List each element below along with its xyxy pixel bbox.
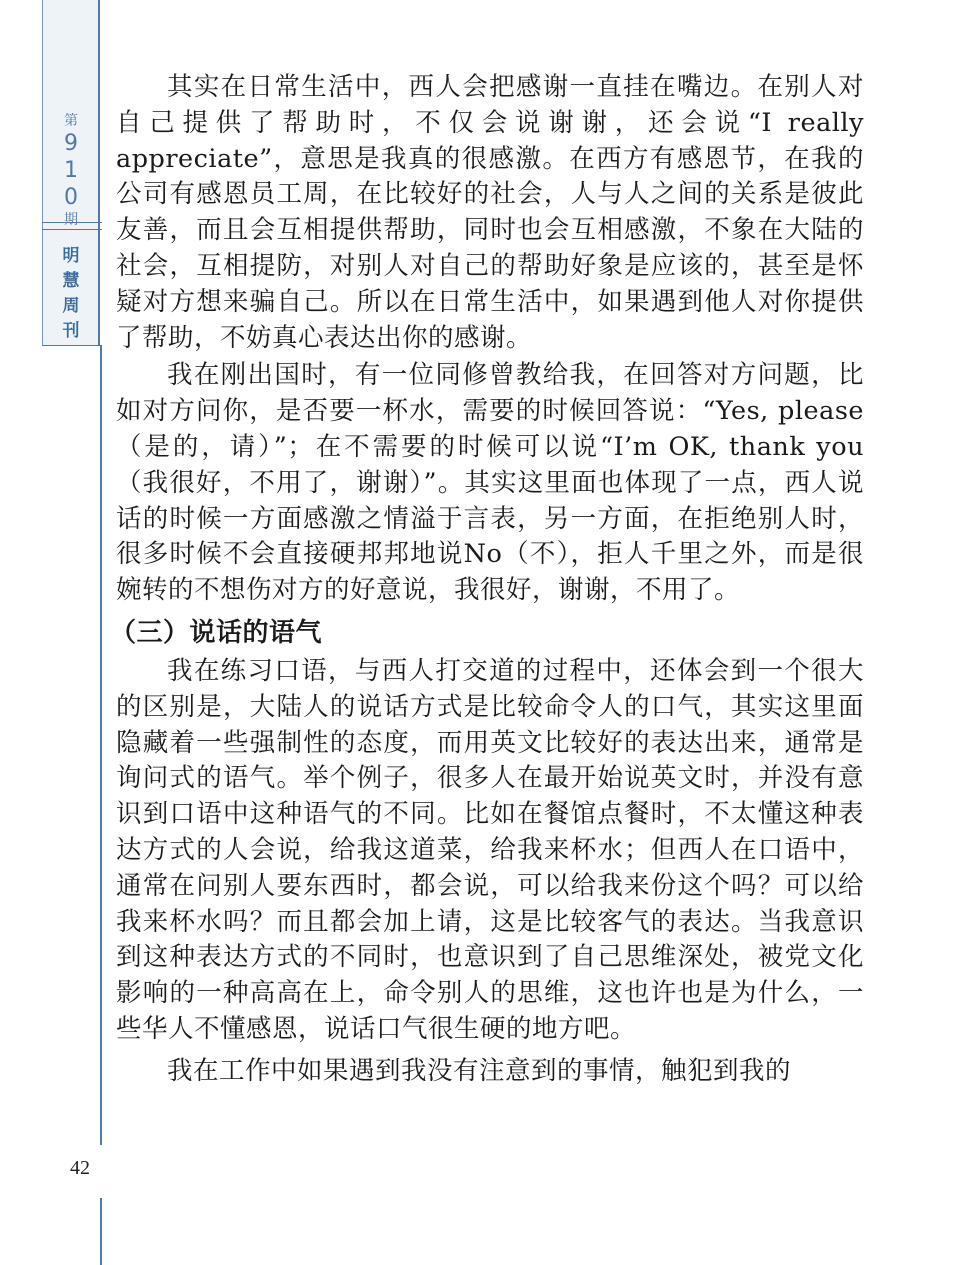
issue-digit: 1 bbox=[64, 158, 78, 183]
magazine-title bbox=[42, 244, 100, 344]
issue-prefix: 第 bbox=[64, 113, 78, 129]
article-body bbox=[110, 70, 864, 1090]
issue-digit: 9 bbox=[64, 131, 78, 156]
magazine-char: 刊 bbox=[62, 321, 80, 341]
magazine-char: 慧 bbox=[62, 271, 80, 291]
issue-suffix: 期 bbox=[64, 212, 78, 228]
sidebar-divider-double bbox=[42, 229, 102, 230]
magazine-char: 周 bbox=[62, 296, 80, 316]
magazine-char: 明 bbox=[62, 246, 80, 266]
sidebar-divider-bottom bbox=[42, 345, 102, 346]
vertical-rule bbox=[100, 345, 102, 1145]
paragraph: 我在练习口语，与西人打交道的过程中，还体会到一个很大的区别是，大陆人的说话方式是比较命令人的口气，其实这里面隐藏着一些强制性的态度，而用英文比较好的表达出来，通常是询问式的语气。举个例子，很多人在最开始说英文时，并没有意识到口语中这种语气的不同。比如在餐馆点餐时，不太懂这种表达方式的人会说，给我这道菜，给我来杯水；但西人在口语中，通常在问别人要东西时，都会说，可以给我来份这个吗？可以给我来杯水吗？而且都会加上请，这是比较客气的表达。当我意识到这种表达方式的不同时，也意识到了自己思维深处，被党文化影响的一种高高在上，命令别人的思维，这也许也是为什么，一些华人不懂感恩，说话口气很生硬的地方吧。 bbox=[116, 655, 864, 1044]
vertical-rule-footer bbox=[100, 1198, 102, 1265]
section-heading: （三）说话的语气 bbox=[110, 617, 323, 648]
issue-number bbox=[42, 112, 100, 229]
page-number: 42 bbox=[70, 1157, 90, 1179]
paragraph: 其实在日常生活中，西人会把感谢一直挂在嘴边。在别人对自己提供了帮助时，不仅会说谢谢，还会说“I really appreciate”，意思是我真的很感激。在西方有感恩节，在我的公司有感恩员工周，在比较好的社会，人与人之间的关系是彼此友善，而且会互相提供帮助，同时也会互相感激，不象在大陆的社会，互相提防，对别人对自己的帮助好象是应该的，甚至是怀疑对方想来骗自己。所以在日常生活中，如果遇到他人对你提供了帮助，不妨真心表达出你的感谢。 bbox=[116, 72, 864, 353]
issue-digit: 0 bbox=[64, 185, 78, 210]
paragraph: 我在刚出国时，有一位同修曾教给我，在回答对方问题，比如对方问你，是否要一杯水，需要的时候回答说：“Yes, please（是的，请）”；在不需要的时候可以说“I’m OK, thank you（我很好，不用了，谢谢）”。其实这里面也体现了一点，西人说话的时候一方面感激之情溢于言表，另一方面，在拒绝别人时，很多时候不会直接硬邦邦地说No（不），拒人千里之外，而是很婉转的不想伤对方的好意说，我很好，谢谢，不用了。 bbox=[116, 360, 864, 606]
paragraph: 我在工作中如果遇到我没有注意到的事情，触犯到我的 bbox=[167, 1055, 792, 1086]
